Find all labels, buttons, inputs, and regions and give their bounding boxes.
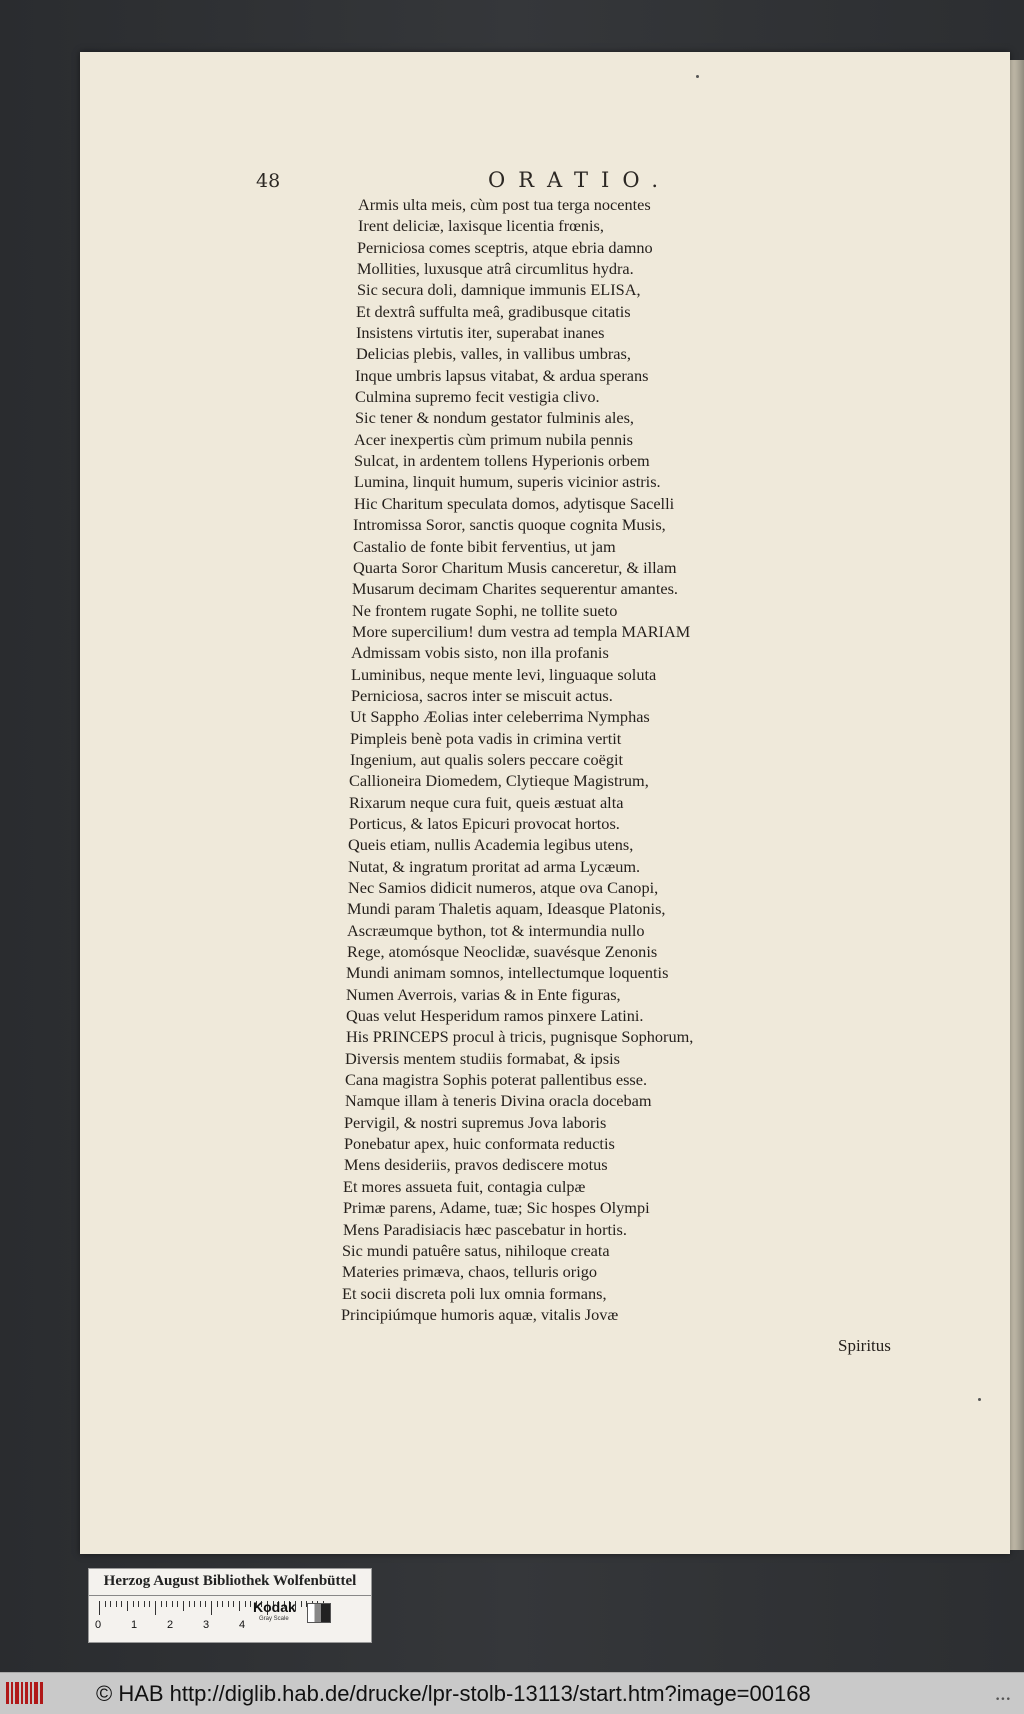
verse-line: Ne frontem rugate Sophi, ne tollite sueto <box>352 600 618 620</box>
verse-line: More supercilium! dum vestra ad templa MARIAM <box>352 621 691 641</box>
verse-line: His PRINCEPS procul à tricis, pugnisque Sophorum, <box>346 1027 694 1047</box>
color-card <box>88 1568 372 1643</box>
card-divider <box>89 1595 371 1596</box>
ruler-tick <box>217 1601 218 1607</box>
ruler-number: 1 <box>131 1619 138 1631</box>
verse-line: Porticus, & latos Epicuri provocat hortos. <box>349 813 620 833</box>
ruler-tick <box>222 1601 223 1607</box>
verse-line: Sic mundi patuêre satus, nihiloque creata <box>342 1240 610 1260</box>
verse-line: Admissam vobis sisto, non illa profanis <box>351 643 609 663</box>
verse-line: Callioneira Diomedem, Clytieque Magistrum, <box>349 771 649 791</box>
verse-line: Et mores assueta fuit, contagia culpæ <box>343 1176 586 1196</box>
barcode-icon <box>4 1679 46 1707</box>
ruler-number: 2 <box>167 1619 174 1631</box>
verse-line: Hic Charitum speculata domos, adytisque Sacelli <box>354 493 675 513</box>
ruler-tick <box>194 1601 195 1607</box>
catchword: Spiritus <box>838 1336 891 1355</box>
verse-line: Primæ parens, Adame, tuæ; Sic hospes Olympi <box>343 1198 650 1218</box>
verse-line: Perniciosa, sacros inter se miscuit actus. <box>351 685 613 705</box>
verse-line: Materies primæva, chaos, telluris origo <box>342 1262 598 1282</box>
verse-line: Mundi animam somnos, intellectumque loquentis <box>346 963 669 983</box>
gray-chip <box>307 1603 331 1623</box>
ruler-number: 3 <box>203 1619 210 1631</box>
verse-line: Cana magistra Sophis poterat pallentibus esse. <box>345 1070 648 1090</box>
ruler-tick <box>127 1601 128 1611</box>
verse-line: Mens Paradisiacis hæc pascebatur in hortis. <box>343 1219 627 1239</box>
copyright-text: © HAB http://diglib.hab.de/drucke/lpr-stolb-13113/start.htm?image=00168 <box>96 1681 811 1706</box>
verse-line: Culmina supremo fecit vestigia clivo. <box>355 387 600 407</box>
ruler-tick <box>211 1601 212 1615</box>
verse-line: Rixarum neque cura fuit, queis æstuat alta <box>349 792 624 812</box>
verse-line: Et dextrâ suffulta meâ, gradibusque citatis <box>356 301 631 321</box>
ruler-tick <box>161 1601 162 1607</box>
ruler-tick <box>239 1601 240 1611</box>
verse-line: Perniciosa comes sceptris, atque ebria damno <box>357 237 653 257</box>
ruler-tick <box>228 1601 229 1607</box>
ruler-number: 4 <box>239 1619 246 1631</box>
verse-line: Sulcat, in ardentem tollens Hyperionis orbem <box>354 451 650 471</box>
ruler-tick <box>189 1601 190 1607</box>
gray-scale-label: Gray Scale <box>259 1616 289 1622</box>
verse-line: Luminibus, neque mente levi, linguaque soluta <box>351 664 657 684</box>
verse-line: Sic secura doli, damnique immunis ELISA, <box>357 280 641 300</box>
page-speck <box>696 75 699 78</box>
ruler-tick <box>177 1601 178 1607</box>
verse-line: Ingenium, aut qualis solers peccare coëgit <box>350 749 624 769</box>
ruler-tick <box>250 1601 251 1607</box>
ruler-tick <box>121 1601 122 1607</box>
ruler-tick <box>301 1601 302 1607</box>
verse-line: Principiúmque humoris aquæ, vitalis Jovæ <box>341 1304 619 1324</box>
page-speck <box>978 1398 981 1401</box>
ruler-tick <box>105 1601 106 1607</box>
verse-line: Numen Averrois, varias & in Ente figuras, <box>346 984 621 1004</box>
kodak-logo: Kodak <box>253 1599 296 1615</box>
ruler-tick <box>205 1601 206 1607</box>
ruler-tick <box>133 1601 134 1607</box>
verse-line: Ut Sappho Æolias inter celeberrima Nymphas <box>350 707 650 727</box>
verse-line: Insistens virtutis iter, superabat inanes <box>356 323 605 343</box>
verse-line: Quas velut Hesperidum ramos pinxere Latini. <box>346 1006 644 1026</box>
verse-line: Musarum decimam Charites sequerentur amantes. <box>352 579 678 599</box>
verse-line: Et socii discreta poli lux omnia formans, <box>342 1283 607 1303</box>
ruler-tick <box>245 1601 246 1607</box>
verse-line: Lumina, linquit humum, superis vicinior astris. <box>354 472 661 492</box>
ruler-tick <box>110 1601 111 1607</box>
verse-line: Armis ulta meis, cùm post tua terga nocentes <box>358 195 651 214</box>
verse-line: Ascræumque bython, tot & intermundia nullo <box>347 920 645 940</box>
ruler-tick <box>200 1601 201 1607</box>
ruler-tick <box>99 1601 100 1615</box>
verse-line: Intromissa Soror, sanctis quoque cognita Musis, <box>353 515 666 535</box>
verse-line: Pimpleis benè pota vadis in crimina vertit <box>350 728 622 748</box>
ruler-tick <box>183 1601 184 1611</box>
verse-line: Quarta Soror Charitum Musis canceretur, & illam <box>353 557 677 577</box>
ruler-tick <box>149 1601 150 1607</box>
verse-line: Namque illam à teneris Divina oracla docebam <box>345 1091 652 1111</box>
verse-line: Nutat, & ingratum proritat ad arma Lycæum. <box>348 856 641 876</box>
verse-line: Irent deliciæ, laxisque licentia frœnis, <box>358 216 604 236</box>
verse-line: Sic tener & nondum gestator fulminis ales, <box>355 408 634 428</box>
ruler-tick <box>116 1601 117 1607</box>
verse-text <box>341 194 768 1325</box>
page-number: 48 <box>256 170 281 192</box>
ruler-number: 0 <box>95 1619 102 1631</box>
card-title: Herzog August Bibliothek Wolfenbüttel <box>103 1573 357 1589</box>
more-dots-icon: ••• <box>995 1695 1011 1705</box>
verse-line: Mollities, luxusque atrâ circumlitus hydra. <box>357 259 634 279</box>
verse-line: Rege, atomósque Neoclidæ, suavésque Zenonis <box>347 942 658 962</box>
ruler-tick <box>172 1601 173 1607</box>
verse-line: Mens desideriis, pravos dediscere motus <box>344 1155 608 1175</box>
verse-line: Castalio de fonte bibit ferventius, ut jam <box>353 536 616 556</box>
verse-line: Inque umbris lapsus vitabat, & ardua sperans <box>355 365 649 385</box>
verse-line: Acer inexpertis cùm primum nubila pennis <box>354 429 633 449</box>
verse-line: Mundi param Thaletis aquam, Ideasque Platonis, <box>347 899 666 919</box>
verse-line: Delicias plebis, valles, in vallibus umbras, <box>356 344 631 364</box>
verse-line: Nec Samios didicit numeros, atque ova Canopi, <box>348 878 659 897</box>
verse-line: Ponebatur apex, huic conformata reductis <box>344 1134 615 1154</box>
ruler-tick <box>155 1601 156 1615</box>
ruler-tick <box>138 1601 139 1607</box>
verse-line: Diversis mentem studiis formabat, & ipsis <box>345 1048 620 1068</box>
ruler-tick <box>144 1601 145 1607</box>
ruler-tick <box>233 1601 234 1607</box>
ruler-tick <box>166 1601 167 1607</box>
page-edge <box>1010 60 1024 1550</box>
running-head: ORATIO. <box>488 168 672 192</box>
verse-line: Queis etiam, nullis Academia legibus utens, <box>348 835 634 855</box>
verse-line: Pervigil, & nostri supremus Jova laboris <box>344 1112 607 1132</box>
footer-bar <box>0 1672 1024 1714</box>
ruler-numbers <box>95 1619 335 1635</box>
